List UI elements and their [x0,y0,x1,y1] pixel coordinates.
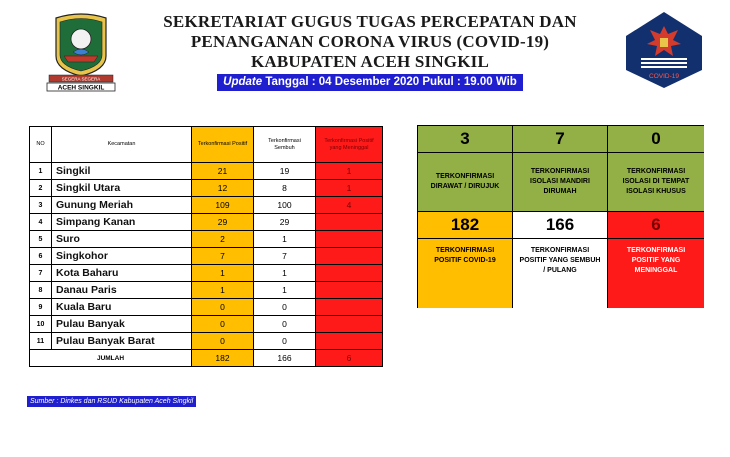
covid-task-force-emblem [623,10,705,90]
row-sembuh: 0 [254,299,316,316]
row-positif: 29 [192,214,254,231]
row-no: 9 [30,299,52,316]
row-meninggal: 1 [316,163,383,180]
total-positif: 182 [192,350,254,367]
row-kecamatan: Singkohor [52,248,192,265]
col-header-positif: Terkonfirmasi Positif [192,127,254,163]
row-kecamatan: Singkil Utara [52,180,192,197]
positif-label: TERKONFIRMASI POSITIF COVID-19 [418,239,513,308]
row-positif: 12 [192,180,254,197]
update-label: Update [223,76,263,88]
row-meninggal: 4 [316,197,383,214]
row-kecamatan: Kuala Baru [52,299,192,316]
row-positif: 1 [192,282,254,299]
row-meninggal [316,316,383,333]
row-kecamatan: Singkil [52,163,192,180]
table-header-row [30,127,383,163]
meninggal-label: TERKONFIRMASI POSITIF YANG MENINGGAL [608,239,704,308]
row-no: 5 [30,231,52,248]
row-no: 10 [30,316,52,333]
table-row [30,163,383,180]
total-meninggal: 6 [316,350,383,367]
positif-value: 182 [418,212,513,239]
table-row [30,282,383,299]
table-row [30,333,383,350]
col-header-meninggal: Terkonfirmasi Positif yang Meninggal [316,127,383,163]
row-kecamatan: Gunung Meriah [52,197,192,214]
kecamatan-table [29,126,383,367]
row-kecamatan: Suro [52,231,192,248]
dirawat-label: TERKONFIRMASI DIRAWAT / DIRUJUK [418,153,513,212]
row-sembuh: 7 [254,248,316,265]
row-no: 4 [30,214,52,231]
row-no: 3 [30,197,52,214]
update-banner [217,74,523,91]
table-row [30,299,383,316]
row-meninggal [316,333,383,350]
row-sembuh: 1 [254,265,316,282]
title-line-1: SEKRETARIAT GUGUS TUGAS PERCEPATAN DAN [163,12,577,31]
summary-panel [417,125,704,308]
col-header-no: NO [30,127,52,163]
row-positif: 1 [192,265,254,282]
table-row [30,265,383,282]
source-note: Sumber : Dinkes dan RSUD Kabupaten Aceh Singkil [27,396,196,407]
table-row [30,248,383,265]
sembuh-value: 166 [513,212,608,239]
row-no: 7 [30,265,52,282]
row-meninggal [316,299,383,316]
table-row [30,231,383,248]
row-sembuh: 0 [254,316,316,333]
isolasi-khusus-label: TERKONFIRMASI ISOLASI DI TEMPAT ISOLASI KHUSUS [608,153,704,212]
row-positif: 0 [192,333,254,350]
row-sembuh: 19 [254,163,316,180]
row-positif: 109 [192,197,254,214]
table-row [30,316,383,333]
emblem-ribbon-text: SEGERA SEGERA [61,76,101,82]
row-meninggal [316,265,383,282]
table-row [30,197,383,214]
row-sembuh: 100 [254,197,316,214]
row-meninggal [316,231,383,248]
aceh-singkil-emblem [44,12,118,92]
isolasi-khusus-value: 0 [608,126,704,153]
row-meninggal [316,282,383,299]
isolasi-mandiri-value: 7 [513,126,608,153]
table-row [30,214,383,231]
row-positif: 0 [192,316,254,333]
row-positif: 0 [192,299,254,316]
update-date-text: Tanggal : 04 Desember 2020 Pukul : 19.00 Wib [262,76,517,88]
row-no: 8 [30,282,52,299]
row-sembuh: 0 [254,333,316,350]
total-label: JUMLAH [30,350,192,367]
row-no: 11 [30,333,52,350]
emblem-caption: ACEH SINGKIL [57,84,105,92]
row-meninggal: 1 [316,180,383,197]
page-header [120,12,620,91]
total-sembuh: 166 [254,350,316,367]
row-kecamatan: Danau Paris [52,282,192,299]
table-total-row [30,350,383,367]
title-line-2: PENANGANAN CORONA VIRUS (COVID-19) [190,32,550,51]
row-sembuh: 1 [254,231,316,248]
row-kecamatan: Pulau Banyak Barat [52,333,192,350]
title-line-3: KABUPATEN ACEH SINGKIL [250,52,490,71]
row-kecamatan: Kota Baharu [52,265,192,282]
col-header-kecamatan: Kecamatan [52,127,192,163]
row-sembuh: 1 [254,282,316,299]
row-meninggal [316,214,383,231]
dirawat-value: 3 [418,126,513,153]
sembuh-label: TERKONFIRMASI POSITIF YANG SEMBUH / PULANG [513,239,608,308]
row-kecamatan: Simpang Kanan [52,214,192,231]
row-no: 1 [30,163,52,180]
emblem-covid-caption: COVID-19 [649,73,679,80]
row-no: 2 [30,180,52,197]
isolasi-mandiri-label: TERKONFIRMASI ISOLASI MANDIRI DIRUMAH [513,153,608,212]
row-meninggal [316,248,383,265]
col-header-sembuh: Terkonfirmasi Sembuh [254,127,316,163]
row-positif: 7 [192,248,254,265]
meninggal-value: 6 [608,212,704,239]
row-kecamatan: Pulau Banyak [52,316,192,333]
row-positif: 2 [192,231,254,248]
row-sembuh: 8 [254,180,316,197]
row-positif: 21 [192,163,254,180]
table-row [30,180,383,197]
row-no: 6 [30,248,52,265]
row-sembuh: 29 [254,214,316,231]
